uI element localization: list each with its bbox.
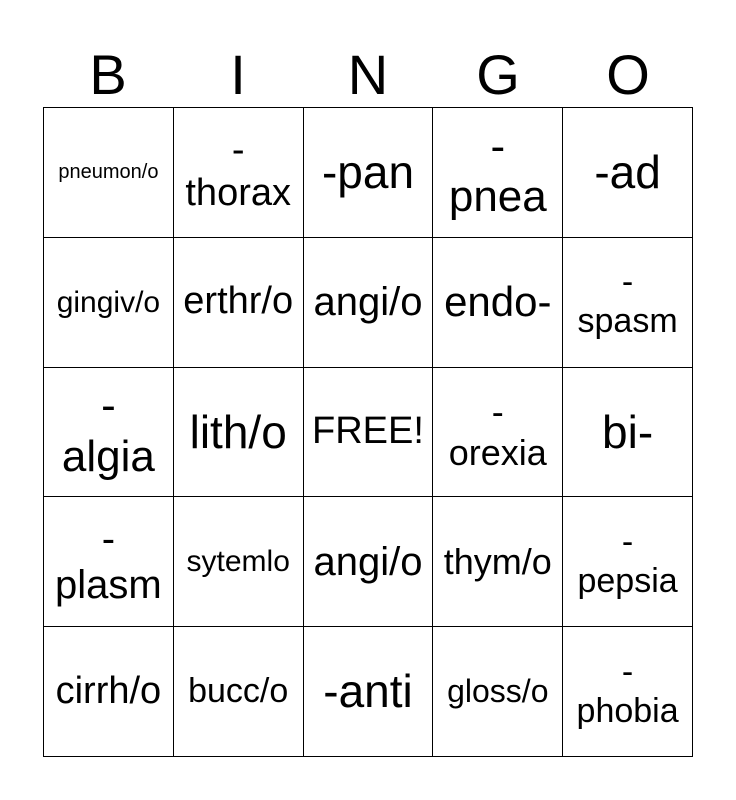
bingo-cell[interactable] <box>433 238 563 368</box>
bingo-cell[interactable] <box>174 108 304 238</box>
header-letter-b: B <box>89 43 127 106</box>
bingo-cell[interactable] <box>433 108 563 238</box>
bingo-cell[interactable] <box>174 627 304 757</box>
bingo-cell[interactable] <box>563 368 693 498</box>
header-letter-i: I <box>230 43 246 106</box>
bingo-cell-term: - orexia <box>448 390 547 473</box>
bingo-header <box>43 44 693 106</box>
bingo-cell-term: bi- <box>602 405 654 458</box>
bingo-cell-term: - spasm <box>577 263 678 341</box>
bingo-cell[interactable] <box>44 497 174 627</box>
bingo-cell-term: angi/o <box>313 539 423 584</box>
bingo-cell[interactable] <box>174 497 304 627</box>
bingo-cell-term: - plasm <box>55 516 162 607</box>
bingo-cell-term: lith/o <box>189 405 287 458</box>
bingo-cell[interactable] <box>563 238 693 368</box>
bingo-cell-term: -ad <box>594 146 661 199</box>
bingo-cell-term: -anti <box>323 665 413 718</box>
bingo-cell[interactable] <box>433 627 563 757</box>
bingo-cell-term: - phobia <box>576 652 679 730</box>
bingo-cell[interactable] <box>174 368 304 498</box>
bingo-cell[interactable] <box>44 368 174 498</box>
bingo-cell[interactable] <box>563 627 693 757</box>
bingo-cell[interactable] <box>44 627 174 757</box>
header-letter-g: G <box>476 43 520 106</box>
bingo-cell[interactable] <box>304 497 434 627</box>
bingo-cell[interactable] <box>44 238 174 368</box>
bingo-cell-term: gloss/o <box>447 673 549 709</box>
bingo-cell-term: -pan <box>321 146 415 199</box>
bingo-cell[interactable] <box>304 368 434 498</box>
bingo-cell-term: bucc/o <box>188 671 289 710</box>
bingo-board <box>43 107 693 757</box>
bingo-cell[interactable] <box>174 238 304 368</box>
bingo-cell[interactable] <box>304 627 434 757</box>
bingo-cell[interactable] <box>433 368 563 498</box>
bingo-cell[interactable] <box>433 497 563 627</box>
bingo-cell-term: - pepsia <box>577 522 678 600</box>
bingo-cell[interactable] <box>563 497 693 627</box>
bingo-cell-term: gingiv/o <box>56 285 161 319</box>
bingo-cell-term: angi/o <box>313 280 423 325</box>
bingo-cell-term: endo- <box>444 278 552 326</box>
bingo-cell[interactable] <box>304 238 434 368</box>
bingo-cell[interactable] <box>44 108 174 238</box>
header-letter-n: N <box>347 43 389 106</box>
bingo-cell[interactable] <box>304 108 434 238</box>
bingo-cell-term: sytemlo <box>186 545 290 579</box>
bingo-cell-term: - thorax <box>185 128 291 215</box>
bingo-cell-term: erthr/o <box>183 280 294 323</box>
bingo-cell-term: pneumon/o <box>58 161 159 184</box>
bingo-cell[interactable] <box>563 108 693 238</box>
bingo-cell-term: - pnea <box>448 121 547 222</box>
header-letter-o: O <box>606 43 650 106</box>
bingo-cell-term: cirrh/o <box>55 669 162 712</box>
bingo-cell-term: FREE! <box>312 410 424 453</box>
bingo-cell-term: - algia <box>61 381 155 481</box>
bingo-cell-term: thym/o <box>443 540 552 582</box>
